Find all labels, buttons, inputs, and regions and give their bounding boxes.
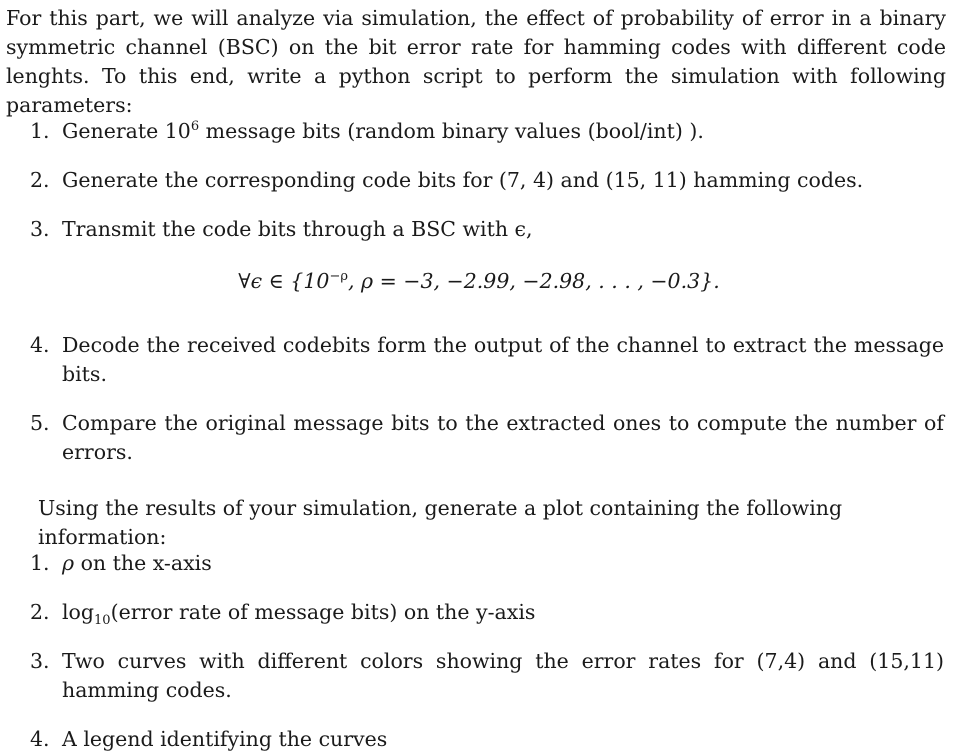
step-number: 3. <box>30 217 50 241</box>
step-number: 1. <box>30 119 50 143</box>
item-number: 4. <box>30 727 50 751</box>
item-number: 3. <box>30 649 50 673</box>
formula-exponent: −ρ <box>329 269 348 285</box>
step-text: Generate 10 <box>62 119 191 143</box>
item-text: Two curves with different colors showing the error rates for (7,4) and (15,11) hamming codes. <box>62 649 944 702</box>
intro-paragraph: For this part, we will analyze via simulation, the effect of probability of error in a binary symmetric channel (BSC) on the bit error rate for hamming codes with different code lenghts. To this end, write a python script to perform the simulation with following parameters: <box>6 6 946 117</box>
rho-symbol: ρ <box>62 551 75 575</box>
step-1 <box>30 117 944 146</box>
step-number: 2. <box>30 168 50 192</box>
item-text: A legend identifying the curves <box>62 727 388 751</box>
step-3 <box>30 215 944 244</box>
formula-suffix: , ρ = −3, −2.99, −2.98, . . . , −0.3}. <box>348 269 720 293</box>
step-4 <box>30 331 944 389</box>
exponent: 6 <box>190 119 200 135</box>
step-2 <box>30 166 944 195</box>
step-text: message bits (random binary values (bool/int) ). <box>199 119 704 143</box>
step-text: Transmit the code bits through a BSC with ϵ, <box>62 217 533 241</box>
step-text: Generate the corresponding code bits for (7, 4) and (15, 11) hamming codes. <box>62 168 864 192</box>
item-number: 1. <box>30 551 50 575</box>
plot-item-1 <box>30 549 944 578</box>
formula-prefix: ∀ϵ ∈ {10 <box>238 269 330 293</box>
plot-item-4 <box>30 725 944 754</box>
step-text: Compare the original message bits to the extracted ones to compute the number of errors. <box>62 411 944 464</box>
log-function: log <box>62 600 95 624</box>
item-number: 2. <box>30 600 50 624</box>
plot-item-3 <box>30 647 944 705</box>
step-number: 5. <box>30 411 50 435</box>
log-base: 10 <box>94 613 111 629</box>
item-text: (error rate of message bits) on the y-axis <box>110 600 536 624</box>
step-text: Decode the received codebits form the output of the channel to extract the message bits. <box>62 333 944 386</box>
step-number: 4. <box>30 333 50 357</box>
epsilon-formula <box>0 265 958 297</box>
plot-intro: Using the results of your simulation, generate a plot containing the following information: <box>38 496 843 549</box>
item-text: on the x-axis <box>74 551 212 575</box>
plot-item-2 <box>30 598 944 627</box>
step-5 <box>30 409 944 467</box>
